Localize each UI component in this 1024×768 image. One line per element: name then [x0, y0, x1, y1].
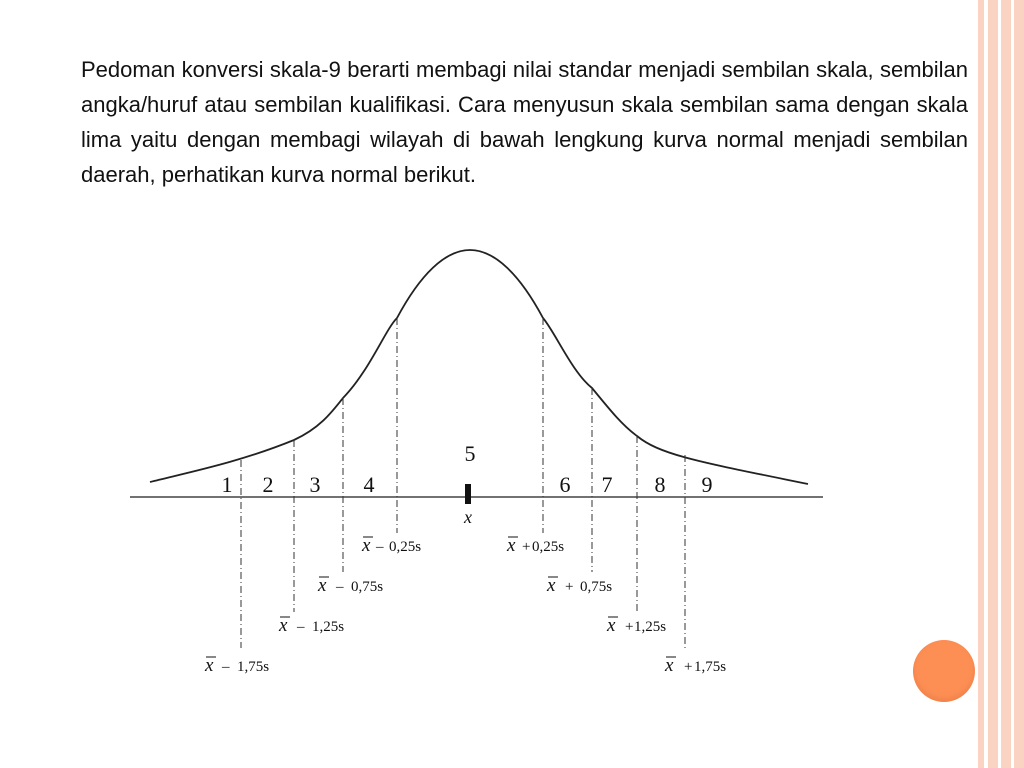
region-label: 9	[701, 472, 713, 497]
region-label: 5	[464, 441, 476, 466]
bell-curve	[150, 250, 808, 484]
cut-sign: –	[336, 579, 344, 595]
body-paragraph: Pedoman konversi skala-9 berarti membagi nilai standar menjadi sembilan skala, sembilan angka/huruf atau sembilan kualifikasi. Cara menyusun skala sembilan sama dengan skala lima yaitu dengan membagi wilayah di bawah lengkung kurva normal menjadi sembilan daerah, perhatikan kurva normal berikut.	[81, 57, 968, 187]
xbar-symbol: x	[607, 615, 616, 636]
cut-value: 1,25s	[634, 619, 667, 635]
cut-sign: –	[222, 659, 230, 675]
cut-sign: +	[522, 539, 531, 555]
mean-symbol: x	[464, 507, 472, 527]
xbar-symbol: x	[279, 615, 288, 636]
cut-value: 1,25s	[312, 619, 345, 635]
label-minus-125	[278, 615, 344, 636]
region-label: 6	[559, 472, 571, 497]
region-label: 7	[601, 472, 613, 497]
cut-sign: –	[297, 619, 305, 635]
cut-value: 0,25s	[532, 539, 565, 555]
cut-value: 0,75s	[351, 579, 384, 595]
cut-value: 0,75s	[580, 579, 613, 595]
cut-labels	[204, 535, 726, 676]
xbar-symbol: x	[665, 655, 674, 676]
region-label: 8	[654, 472, 666, 497]
label-plus-025	[506, 535, 564, 556]
region-label: 2	[262, 472, 274, 497]
xbar-symbol: x	[362, 535, 371, 556]
label-plus-175	[664, 655, 726, 676]
cut-sign: +	[684, 659, 693, 675]
region-label: 1	[221, 472, 233, 497]
cut-value: 1,75s	[694, 659, 727, 675]
label-minus-175	[204, 655, 269, 676]
cut-value: 1,75s	[237, 659, 270, 675]
label-minus-025	[361, 535, 421, 556]
xbar-symbol: x	[507, 535, 516, 556]
region-label: 4	[363, 472, 375, 497]
label-plus-125	[606, 615, 666, 636]
xbar-symbol: x	[205, 655, 214, 676]
mean-marker	[465, 484, 471, 504]
label-plus-075	[546, 575, 612, 596]
xbar-symbol: x	[318, 575, 327, 596]
label-minus-075	[317, 575, 383, 596]
cut-value: 0,25s	[389, 539, 422, 555]
cut-sign: +	[625, 619, 634, 635]
cut-sign: –	[376, 539, 384, 555]
cut-sign: +	[565, 579, 574, 595]
xbar-symbol: x	[547, 575, 556, 596]
region-label: 3	[309, 472, 321, 497]
